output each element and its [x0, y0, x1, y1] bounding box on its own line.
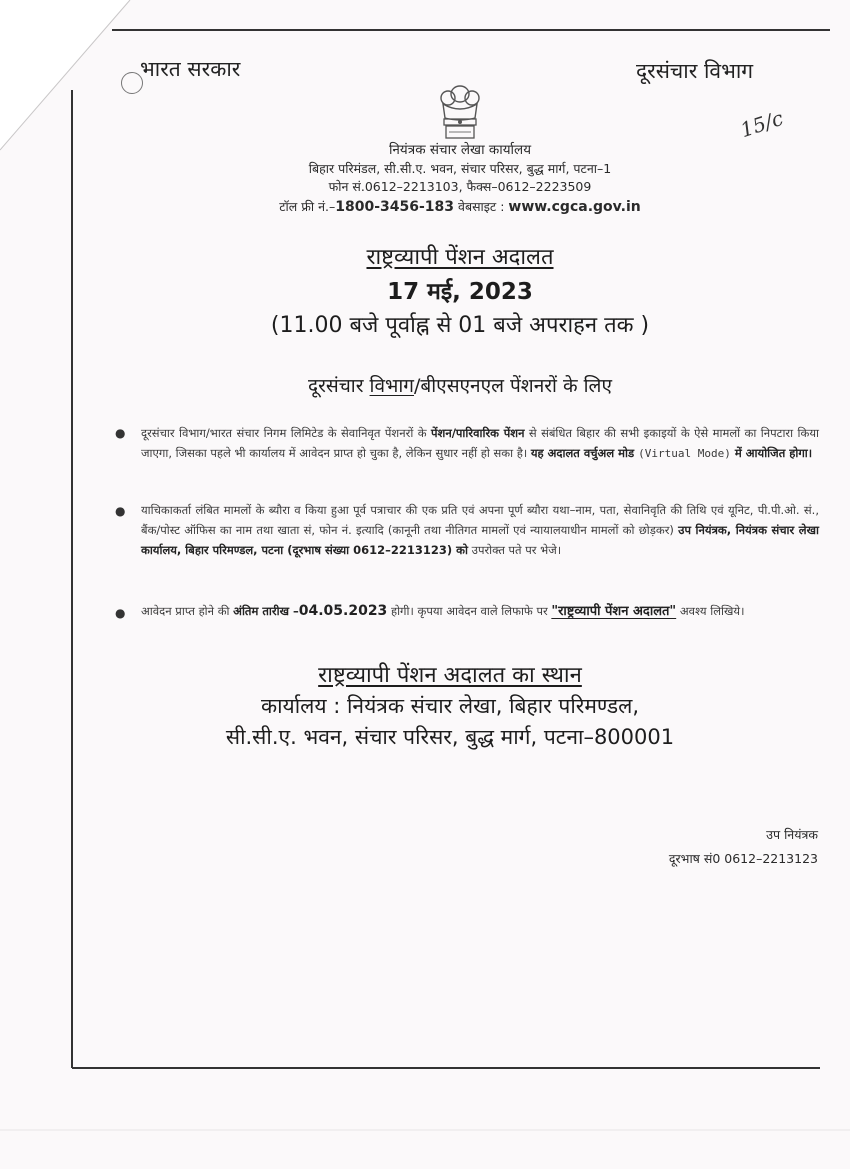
bullet1-bold2: यह अदालत वर्चुअल मोड: [530, 446, 639, 460]
bullet3-date: 04.05.2023: [298, 603, 388, 619]
header-left-text: भारत सरकार: [140, 57, 241, 81]
venue-heading: राष्ट्रव्यापी पेंशन अदालत का स्थान: [318, 663, 582, 688]
bullet1-mono: (Virtual Mode): [638, 447, 731, 460]
bullet-dot-2: ●: [115, 504, 126, 518]
bullet-dot-1: ●: [115, 426, 126, 440]
bullet-paragraph-2: [141, 500, 819, 560]
event-audience: [110, 372, 810, 398]
signature-block: [669, 823, 818, 871]
bullet1-bold3: में आयोजित होगा।: [730, 446, 813, 460]
bullet1-text: दूरसंचार विभाग/भारत संचार निगम लिमिटेड के सेवानिवृत पेंशनरों के: [141, 426, 431, 440]
bullet-paragraph-1: [141, 423, 819, 464]
website-link[interactable]: www.cgca.gov.in: [508, 198, 641, 215]
bullet2-text2: उपरोक्त पते पर भेजे।: [467, 543, 562, 557]
bullet-dot-3: ●: [115, 606, 126, 620]
bullet1-bold: पेंशन/पारिवारिक पेंशन: [430, 426, 525, 440]
header-right-text: दूरसंचार विभाग: [636, 59, 754, 83]
bullet3-text: आवेदन प्राप्त होने की: [141, 604, 234, 618]
office-info: [110, 141, 810, 216]
event-title: राष्ट्रव्यापी पेंशन अदालत: [366, 245, 554, 270]
handwritten-note: 15/c: [737, 105, 787, 143]
office-phone-fax: फोन सं.0612–2213103, फैक्स–0612–2223509: [328, 179, 592, 194]
venue-block: [80, 660, 820, 753]
bullet3-bold: अंतिम तारीख –: [233, 604, 299, 618]
bullet2-bold: उप नियंत्रक, नियंत्रक संचार लेखा कार्यालय, बिहार परिमण्डल, पटना (दूरभाष संख्या 0612–2213123) को: [141, 523, 819, 557]
bullet1-text2: से संबंधित बिहार की सभी इकाइयों के ऐसे मामलों का निपटारा किया जाएगा, जिसका पहले भी कार्यालय में आवेदन प्राप्त हो चुका है, लेकिन सुधार नहीं हो सका है।: [141, 426, 819, 460]
audience-part1: दूरसंचार: [308, 375, 370, 397]
punch-hole-mark: [121, 72, 143, 94]
venue-line-2: सी.सी.ए. भवन, संचार परिसर, बुद्ध मार्ग, पटना–800001: [225, 725, 675, 749]
office-contact-line: [110, 198, 810, 217]
bullet-paragraph-3: [141, 601, 819, 622]
national-emblem-icon: [437, 84, 483, 142]
event-block: [110, 241, 810, 343]
tollfree-number: 1800-3456-183: [335, 198, 455, 215]
office-name: नियंत्रक संचार लेखा कार्यालय: [388, 142, 532, 158]
bullet2-text: याचिकाकर्ता लंबित मामलों के ब्यौरा व किया हुआ पूर्व पत्राचार की एक प्रति एवं अपना पूर्ण ब्यौरा यथा–नाम, पता, सेवानिवृति की तिथि एवं यूनिट, पी.पी.ओ. सं., बैंक/पोस्ट ऑफिस का नाम तथा खाता सं, फोन नं. इत्यादि (कानूनी तथा नीतिगत मामलों एवं न्यायालयाधीन मामलों को छोड़कर): [141, 503, 819, 537]
audience-dept: विभाग: [369, 375, 415, 397]
event-time: (11.00 बजे पूर्वाह्न से 01 बजे अपराहन तक ): [270, 313, 650, 338]
tollfree-label: टॉल फ्री नं.–: [279, 198, 336, 214]
audience-part2: /बीएसएनएल पेंशनरों के लिए: [414, 375, 612, 397]
bullet3-text3: अवश्य लिखिये।: [676, 604, 745, 618]
venue-line-1: कार्यालय : नियंत्रक संचार लेखा, बिहार परिमण्डल,: [260, 694, 640, 718]
signature-designation: उप नियंत्रक: [766, 827, 818, 842]
bullet3-quote: "राष्ट्रव्यापी पेंशन अदालत": [551, 604, 677, 619]
office-address: बिहार परिमंडल, सी.सी.ए. भवन, संचार परिसर, बुद्ध मार्ग, पटना–1: [308, 160, 612, 176]
website-label: वेबसाइट :: [458, 198, 505, 214]
signature-phone: दूरभाष सं0 0612–2213123: [668, 851, 818, 866]
event-date: 17 मई, 2023: [387, 279, 533, 305]
bullet3-text2: होगी। कृपया आवेदन वाले लिफाफे पर: [387, 604, 552, 618]
